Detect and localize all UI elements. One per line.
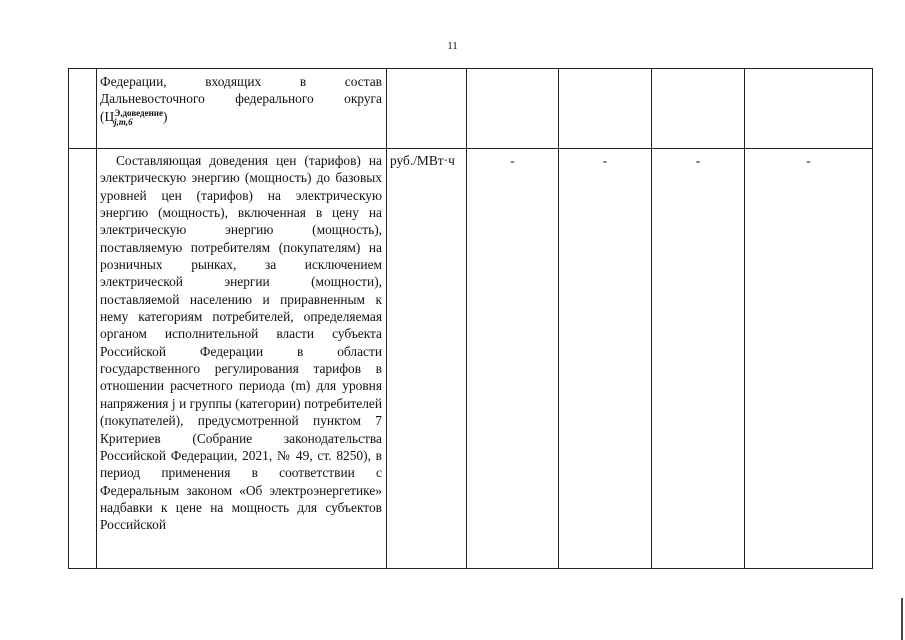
value-dash: - [602, 153, 608, 168]
value-cell [559, 69, 652, 149]
unit-cell [387, 149, 467, 569]
value-cell [652, 69, 745, 149]
description-line: Дальневосточного федерального округа [100, 91, 382, 107]
unit-cell [387, 69, 467, 149]
value-dash: - [695, 153, 701, 168]
empty-cell [69, 149, 97, 569]
unit-label: руб./МВт·ч [390, 153, 455, 168]
value-cell [745, 69, 873, 149]
scan-edge-mark [901, 598, 903, 640]
formula: (Ц Э,доведение j,m,6 ) [100, 107, 168, 127]
description-text: Составляющая доведения цен (тарифов) на электрическую энергию (мощность) до базовых уровней цен (тарифов) на электрическую энергию (мощность), включенная в цену на электрическую энергию (мощность), поставляемую потребителям (покупателям) на розничных рынках, за исключением электрической энергии (мощности), поставляемой населению и приравненным к нему категориям потребителей, определяемая органом исполнительной власти субъекта Российской Федерации в области государственного регулирования тарифов в отношении расчетного периода (m) для уровня напряжения j и группы (категории) потребителей (покупателей), предусмотренной пунктом 7 Критериев (Собрание законодательства Российской Федерации, 2021, № 49, ст. 8250), в период применения в соответствии с Федеральным законом «Об электроэнергетике» надбавки к цене на мощность для субъектов Российской [100, 153, 382, 533]
description-cell [97, 69, 387, 149]
description-cell [97, 149, 387, 569]
page-number: 11 [447, 40, 458, 52]
value-dash: - [806, 153, 811, 168]
table-row [69, 149, 873, 569]
formula-subscript: j,m,6 [114, 116, 133, 127]
value-cell [559, 149, 652, 569]
data-table [68, 68, 873, 569]
value-dash: - [510, 153, 515, 168]
description-line: Федерации, входящих в состав [100, 74, 382, 89]
value-cell [652, 149, 745, 569]
empty-cell [69, 69, 97, 149]
table-row [69, 69, 873, 149]
value-cell [467, 149, 559, 569]
value-cell [467, 69, 559, 149]
value-cell [745, 149, 873, 569]
formula-superscript: Э,доведение [114, 107, 163, 118]
